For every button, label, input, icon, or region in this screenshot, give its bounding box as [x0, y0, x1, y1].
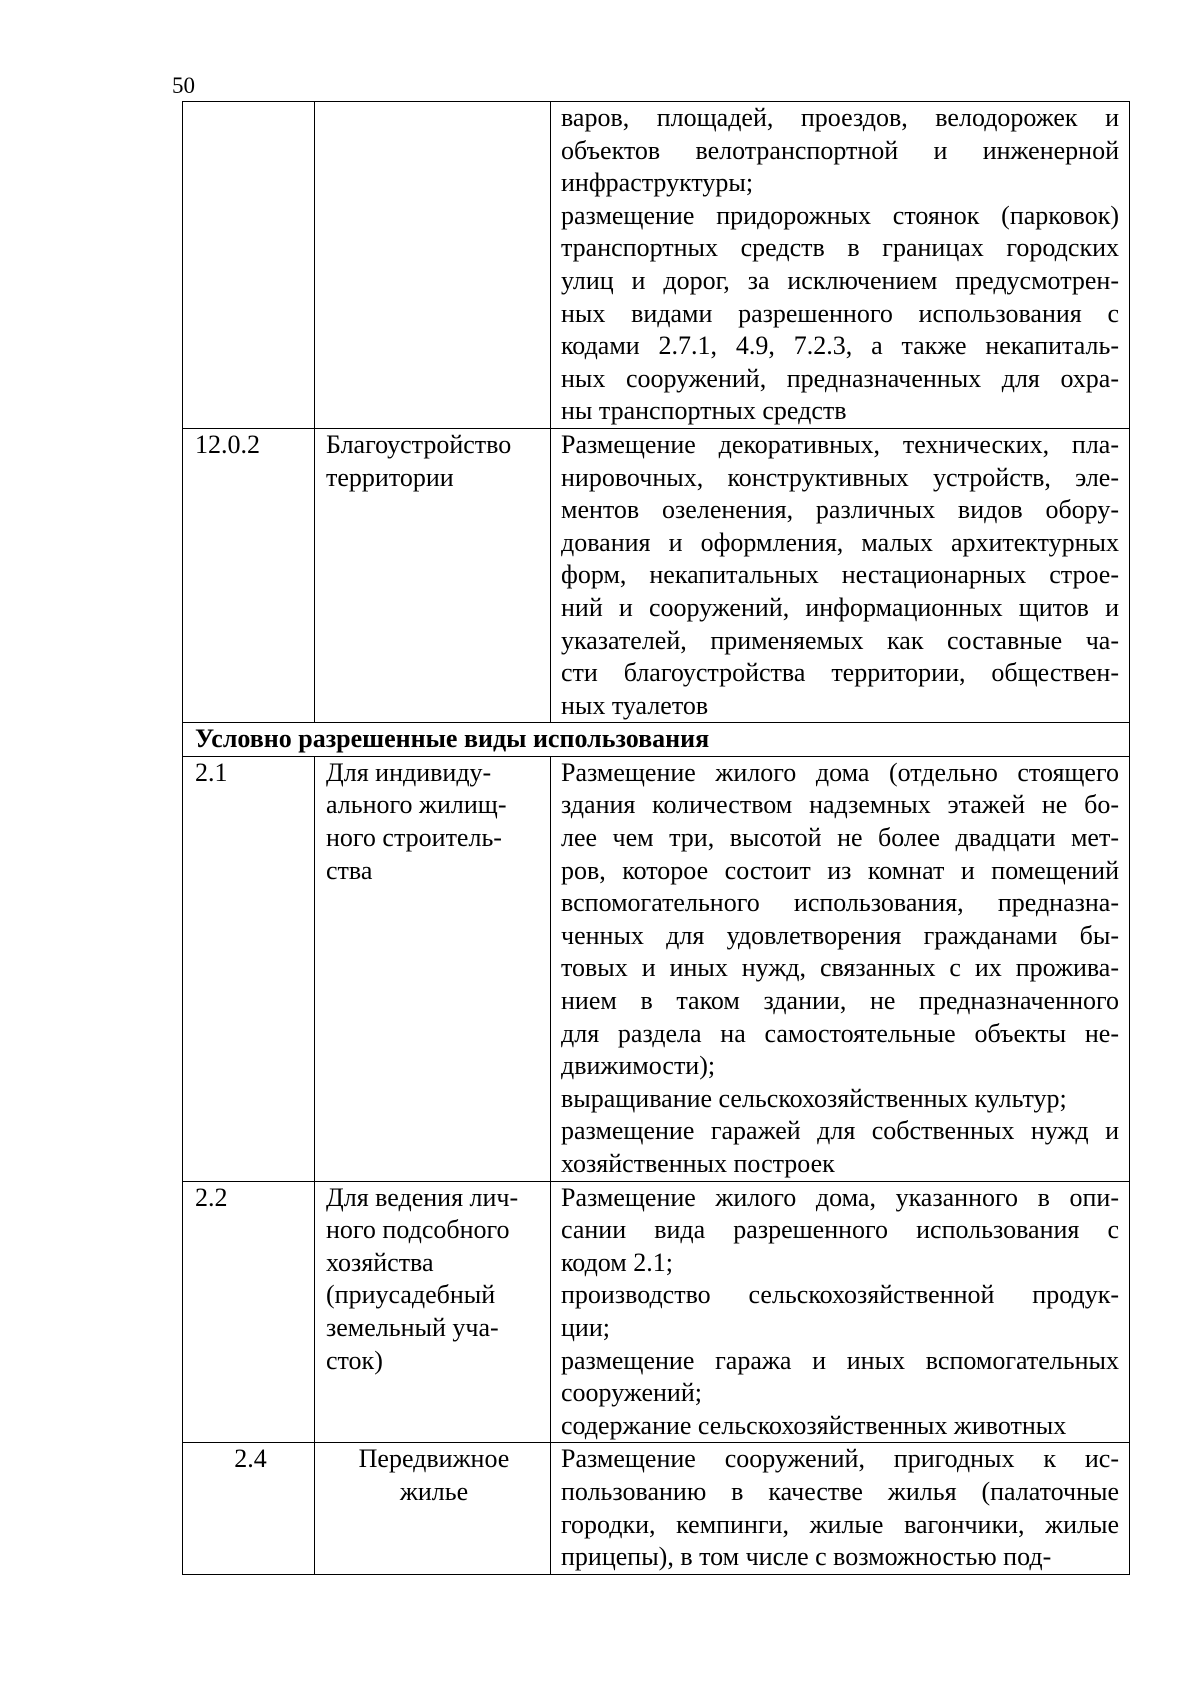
- description-line: ных сооружений, предназначенных для охра-: [561, 363, 1119, 393]
- name-cell: [315, 756, 551, 1181]
- description-line: для раздела на самостоятельные объекты не-: [561, 1018, 1119, 1048]
- name-line: Для ведения лич-: [326, 1182, 519, 1212]
- name-line: Для индивиду-: [326, 757, 492, 787]
- name-cell: [315, 428, 551, 722]
- description-line: транспортных средств в границах городских: [561, 233, 1119, 263]
- description-line: улиц и дорог, за исключением предусмотрен-: [561, 265, 1119, 295]
- description-line: производство сельскохозяйственной продук-: [561, 1280, 1119, 1310]
- description-line: размещение придорожных стоянок (парковок): [561, 200, 1119, 230]
- code-cell: 12.0.2: [183, 428, 315, 722]
- description-line: пользованию в качестве жилья (палаточные: [561, 1476, 1119, 1506]
- table-row: [183, 756, 1130, 1181]
- name-line: земельный уча-: [326, 1312, 499, 1342]
- description-line: ны транспортных средств: [561, 396, 847, 426]
- description-cell: [551, 102, 1130, 429]
- code-cell: 2.4: [183, 1443, 315, 1574]
- description-cell: [551, 756, 1130, 1181]
- name-cell: [315, 102, 551, 429]
- description-line: Размещение декоративных, технических, пла-: [561, 429, 1119, 459]
- description-line: форм, некапитальных нестационарных строе-: [561, 560, 1119, 590]
- description-line: лее чем три, высотой не более двадцати мет-: [561, 823, 1119, 853]
- table-row: [183, 1181, 1130, 1443]
- description-line: выращивание сельскохозяйственных культур;: [561, 1083, 1067, 1113]
- description-cell: [551, 1443, 1130, 1574]
- name-line: Передвижное: [358, 1444, 510, 1474]
- description-line: хозяйственных построек: [561, 1149, 835, 1178]
- description-line: движимости);: [561, 1051, 716, 1081]
- description-line: товых и иных нужд, связанных с их прожива-: [561, 953, 1119, 983]
- section-title: Условно разрешенные виды использования: [183, 723, 1130, 757]
- name-line: ального жилищ-: [326, 790, 507, 820]
- table-row: [183, 428, 1130, 722]
- name-line: Благоустройство: [326, 429, 512, 459]
- name-line: сток): [326, 1345, 383, 1375]
- description-line: варов, площадей, проездов, велодорожек и: [561, 103, 1119, 132]
- code-cell: [183, 102, 315, 429]
- description-line: Размещение жилого дома, указанного в опи-: [561, 1182, 1119, 1212]
- page-number: 50: [172, 73, 195, 98]
- description-line: вспомогательного использования, предназна-: [561, 888, 1119, 918]
- description-line: сти благоустройства территории, обществен-: [561, 658, 1119, 688]
- description-line: кодом 2.1;: [561, 1247, 673, 1277]
- section-row: [183, 723, 1130, 757]
- description-line: размещение гаражей для собственных нужд и: [561, 1116, 1119, 1146]
- description-line: ченных для удовлетворения гражданами бы-: [561, 920, 1119, 950]
- description-line: инфраструктуры;: [561, 168, 754, 198]
- description-line: Размещение жилого дома (отдельно стоящего: [561, 757, 1119, 787]
- name-line: жилье: [399, 1476, 469, 1506]
- name-line: хозяйства: [326, 1247, 434, 1277]
- description-line: дования и оформления, малых архитектурных: [561, 527, 1119, 557]
- name-line: ства: [326, 855, 373, 885]
- description-line: объектов велотранспортной и инженерной: [561, 135, 1119, 165]
- description-line: нием в таком здании, не предназначенного: [561, 986, 1119, 1016]
- description-line: сании вида разрешенного использования с: [561, 1215, 1119, 1245]
- description-cell: [551, 428, 1130, 722]
- description-line: ции;: [561, 1312, 610, 1342]
- description-line: ных видами разрешенного использования с: [561, 298, 1119, 328]
- description-line: городки, кемпинги, жилые вагончики, жилые: [561, 1509, 1119, 1539]
- description-line: ных туалетов: [561, 690, 709, 720]
- name-cell: [315, 1181, 551, 1443]
- code-cell: 2.1: [183, 756, 315, 1181]
- description-line: Размещение сооружений, пригодных к ис-: [561, 1444, 1119, 1474]
- description-line: кодами 2.7.1, 4.9, 7.2.3, а также некапиталь-: [561, 331, 1119, 361]
- description-cell: [551, 1181, 1130, 1443]
- name-line: территории: [326, 462, 454, 492]
- land-use-table: [182, 101, 1130, 1575]
- description-line: ров, которое состоит из комнат и помещений: [561, 855, 1119, 885]
- description-line: указателей, применяемых как составные ча-: [561, 625, 1119, 655]
- name-line: ного строитель-: [326, 823, 502, 853]
- table-row: [183, 1443, 1130, 1574]
- description-line: ментов озеленения, различных видов обору-: [561, 495, 1119, 525]
- table-row: [183, 102, 1130, 429]
- description-line: нировочных, конструктивных устройств, эле-: [561, 462, 1119, 492]
- description-line: здания количеством надземных этажей не бо-: [561, 790, 1119, 820]
- description-line: ний и сооружений, информационных щитов и: [561, 592, 1119, 622]
- description-line: размещение гаража и иных вспомогательных: [561, 1345, 1119, 1375]
- table-body: [183, 102, 1130, 1575]
- name-line: (приусадебный: [326, 1280, 496, 1310]
- code-cell: 2.2: [183, 1181, 315, 1443]
- name-line: ного подсобного: [326, 1215, 510, 1245]
- description-line: сооружений;: [561, 1378, 702, 1408]
- description-line: прицепы), в том числе с возможностью под-: [561, 1542, 1052, 1572]
- name-cell: [315, 1443, 551, 1574]
- description-line: содержание сельскохозяйственных животных: [561, 1410, 1067, 1440]
